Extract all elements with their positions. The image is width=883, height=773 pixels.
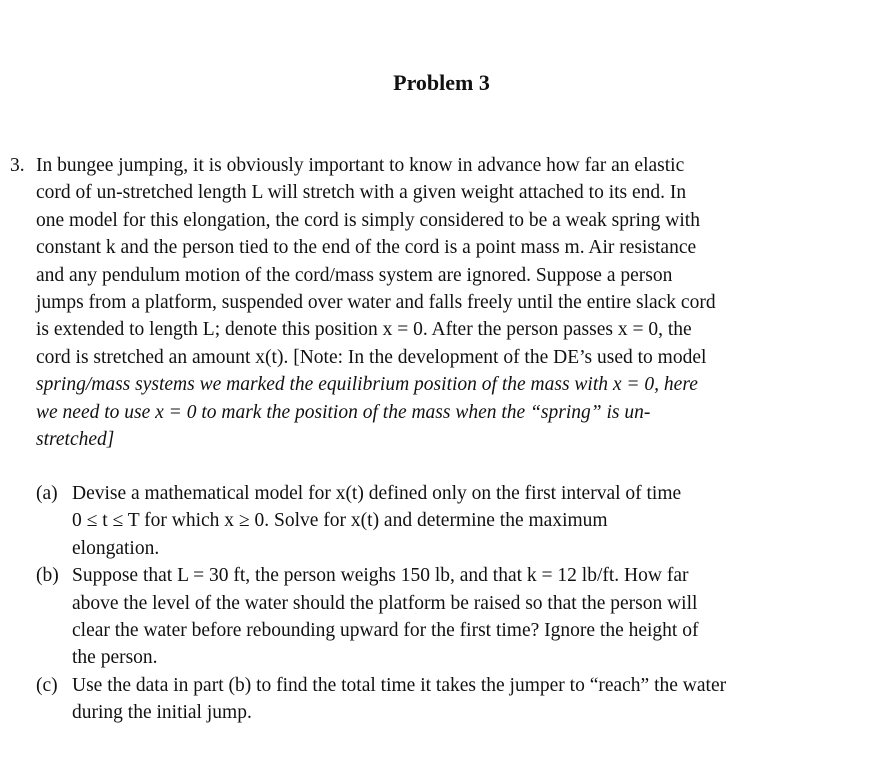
- problem-line: In bungee jumping, it is obviously important to know in advance how far an elastic: [36, 155, 685, 176]
- part-label: (c): [36, 674, 58, 696]
- problem-line: stretched]: [36, 429, 115, 451]
- part-line: elongation.: [72, 537, 160, 559]
- part-line: above the level of the water should the platform be raised so that the person will: [72, 592, 698, 614]
- part-line: clear the water before rebounding upward for the first time? Ignore the height of: [72, 620, 699, 642]
- part-label: (a): [36, 483, 58, 504]
- problem-line: we need to use x = 0 to mark the position of the mass when the “spring” is un-: [36, 401, 651, 423]
- part-a: [36, 480, 874, 562]
- problem-statement: [10, 152, 870, 453]
- problem-parts: [36, 480, 874, 727]
- problem-line: constant k and the person tied to the end of the cord is a point mass m. Air resistance: [36, 237, 697, 259]
- page-title: Problem 3: [393, 70, 490, 95]
- problem-line: is extended to length L; denote this position x = 0. After the person passes x = 0, the: [36, 319, 692, 341]
- part-line: Devise a mathematical model for x(t) defined only on the first interval of time: [72, 483, 682, 504]
- problem-line: one model for this elongation, the cord is simply considered to be a weak spring with: [36, 209, 700, 231]
- part-b: [36, 562, 874, 672]
- part-label: (b): [36, 565, 59, 587]
- part-line: the person.: [72, 647, 158, 669]
- problem-line: jumps from a platform, suspended over water and falls freely until the entire slack cord: [36, 292, 716, 314]
- problem-line: cord is stretched an amount x(t). [Note: In the development of the DE’s used to model: [36, 346, 707, 368]
- problem-line: and any pendulum motion of the cord/mass system are ignored. Suppose a person: [36, 264, 673, 286]
- part-c: [36, 672, 874, 727]
- part-line: during the initial jump.: [72, 702, 252, 724]
- problem-body: [36, 152, 868, 453]
- problem-line: spring/mass systems we marked the equilibrium position of the mass with x = 0, here: [36, 374, 698, 396]
- problem-line: cord of un-stretched length L will stretch with a given weight attached to its end. In: [36, 182, 687, 204]
- part-line: Suppose that L = 30 ft, the person weighs 150 lb, and that k = 12 lb/ft. How far: [72, 565, 689, 587]
- part-line: 0 ≤ t ≤ T for which x ≥ 0. Solve for x(t) and determine the maximum: [72, 510, 608, 532]
- problem-number: 3.: [10, 155, 25, 176]
- part-line: Use the data in part (b) to find the total time it takes the jumper to “reach” the water: [72, 674, 727, 696]
